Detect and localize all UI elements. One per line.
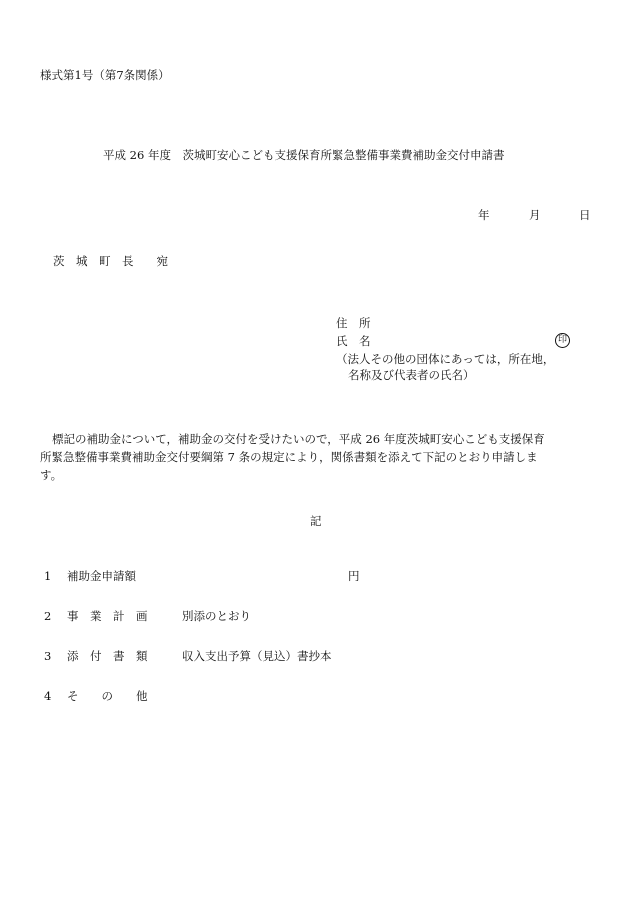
item-value: 収入支出予算（見込）書抄本: [182, 649, 332, 663]
body-text-line2: 所緊急整備事業費補助金交付要綱第 7 条の規定により，関係書類を添えて下記のとおり申請しま: [40, 450, 538, 464]
item-label: 補助金申請額: [67, 569, 136, 583]
item-number: 1: [44, 569, 52, 583]
item-number: 3: [44, 649, 52, 663]
seal-mark: 印: [555, 333, 570, 348]
date-month: 月: [529, 208, 541, 222]
item-label: 事 業 計 画: [67, 609, 148, 623]
item-label: 添 付 書 類: [67, 649, 148, 663]
form-number: 様式第1号（第7条関係）: [40, 68, 170, 82]
ki-heading: 記: [310, 514, 322, 528]
body-text-line3: す。: [40, 468, 63, 482]
item-value: 円: [348, 569, 360, 583]
document-title: 平成 26 年度 茨城町安心こども支援保育所緊急整備事業費補助金交付申請書: [103, 148, 505, 162]
body-text-line1: 標記の補助金について，補助金の交付を受けたいので，平成 26 年度茨城町安心こども支援保育: [52, 432, 545, 446]
date-year: 年: [478, 208, 490, 222]
name-label: 氏 名: [336, 334, 371, 348]
item-number: 2: [44, 609, 52, 623]
applicant-note-line1: （法人その他の団体にあっては，所在地，: [336, 352, 555, 366]
address-label: 住 所: [336, 316, 371, 330]
addressee: 茨 城 町 長 宛: [53, 254, 168, 268]
date-day: 日: [579, 208, 591, 222]
body-paragraph: [40, 430, 592, 484]
item-label: そ の 他: [67, 689, 148, 703]
item-number: 4: [44, 689, 52, 703]
item-value: 別添のとおり: [182, 609, 251, 623]
applicant-note-line2: 名称及び代表者の氏名）: [348, 368, 475, 382]
